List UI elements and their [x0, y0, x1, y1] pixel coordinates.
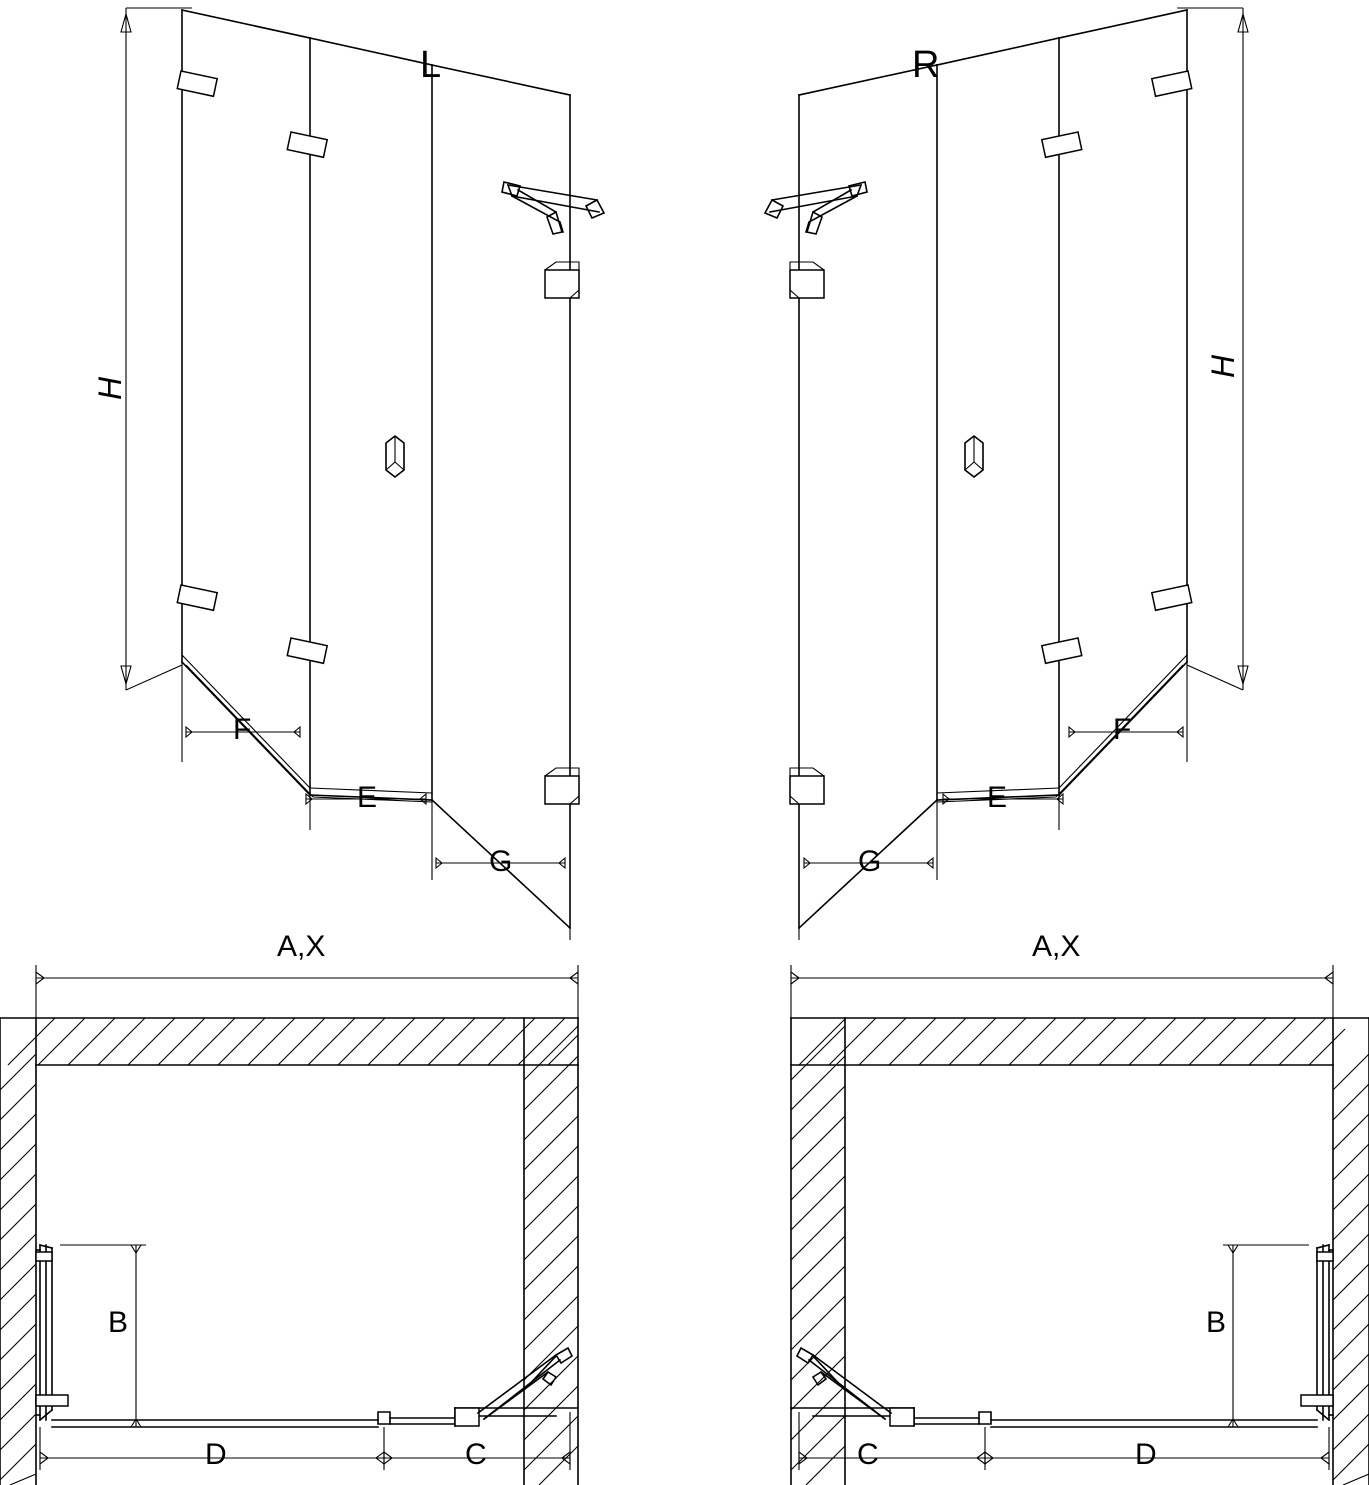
dimension-label-ax-right: A,X — [1032, 930, 1081, 963]
dimension-label-d-right: D — [1135, 1438, 1157, 1471]
dimension-label-d-left: D — [205, 1438, 227, 1471]
panel-label-f-left: F — [233, 713, 252, 746]
panel-label-g-right: G — [858, 845, 882, 878]
panel-label-e-left: E — [357, 781, 378, 814]
panel-label-f-right: F — [1113, 713, 1132, 746]
view-title-right: R — [912, 44, 940, 86]
dimension-label-ax-left: A,X — [277, 930, 326, 963]
dimension-label-b-right: B — [1206, 1306, 1227, 1339]
panel-label-e-right: E — [987, 781, 1008, 814]
dimension-label-h-left: H — [92, 376, 128, 400]
dimension-label-h-right: H — [1205, 354, 1241, 378]
dimension-label-c-left: C — [465, 1438, 487, 1471]
dimension-label-c-right: C — [857, 1438, 879, 1471]
plan-view-left — [0, 965, 578, 1485]
panel-label-g-left: G — [489, 845, 513, 878]
dimension-label-b-left: B — [108, 1306, 129, 1339]
plan-view-right — [791, 965, 1369, 1485]
view-title-left: L — [420, 44, 442, 86]
